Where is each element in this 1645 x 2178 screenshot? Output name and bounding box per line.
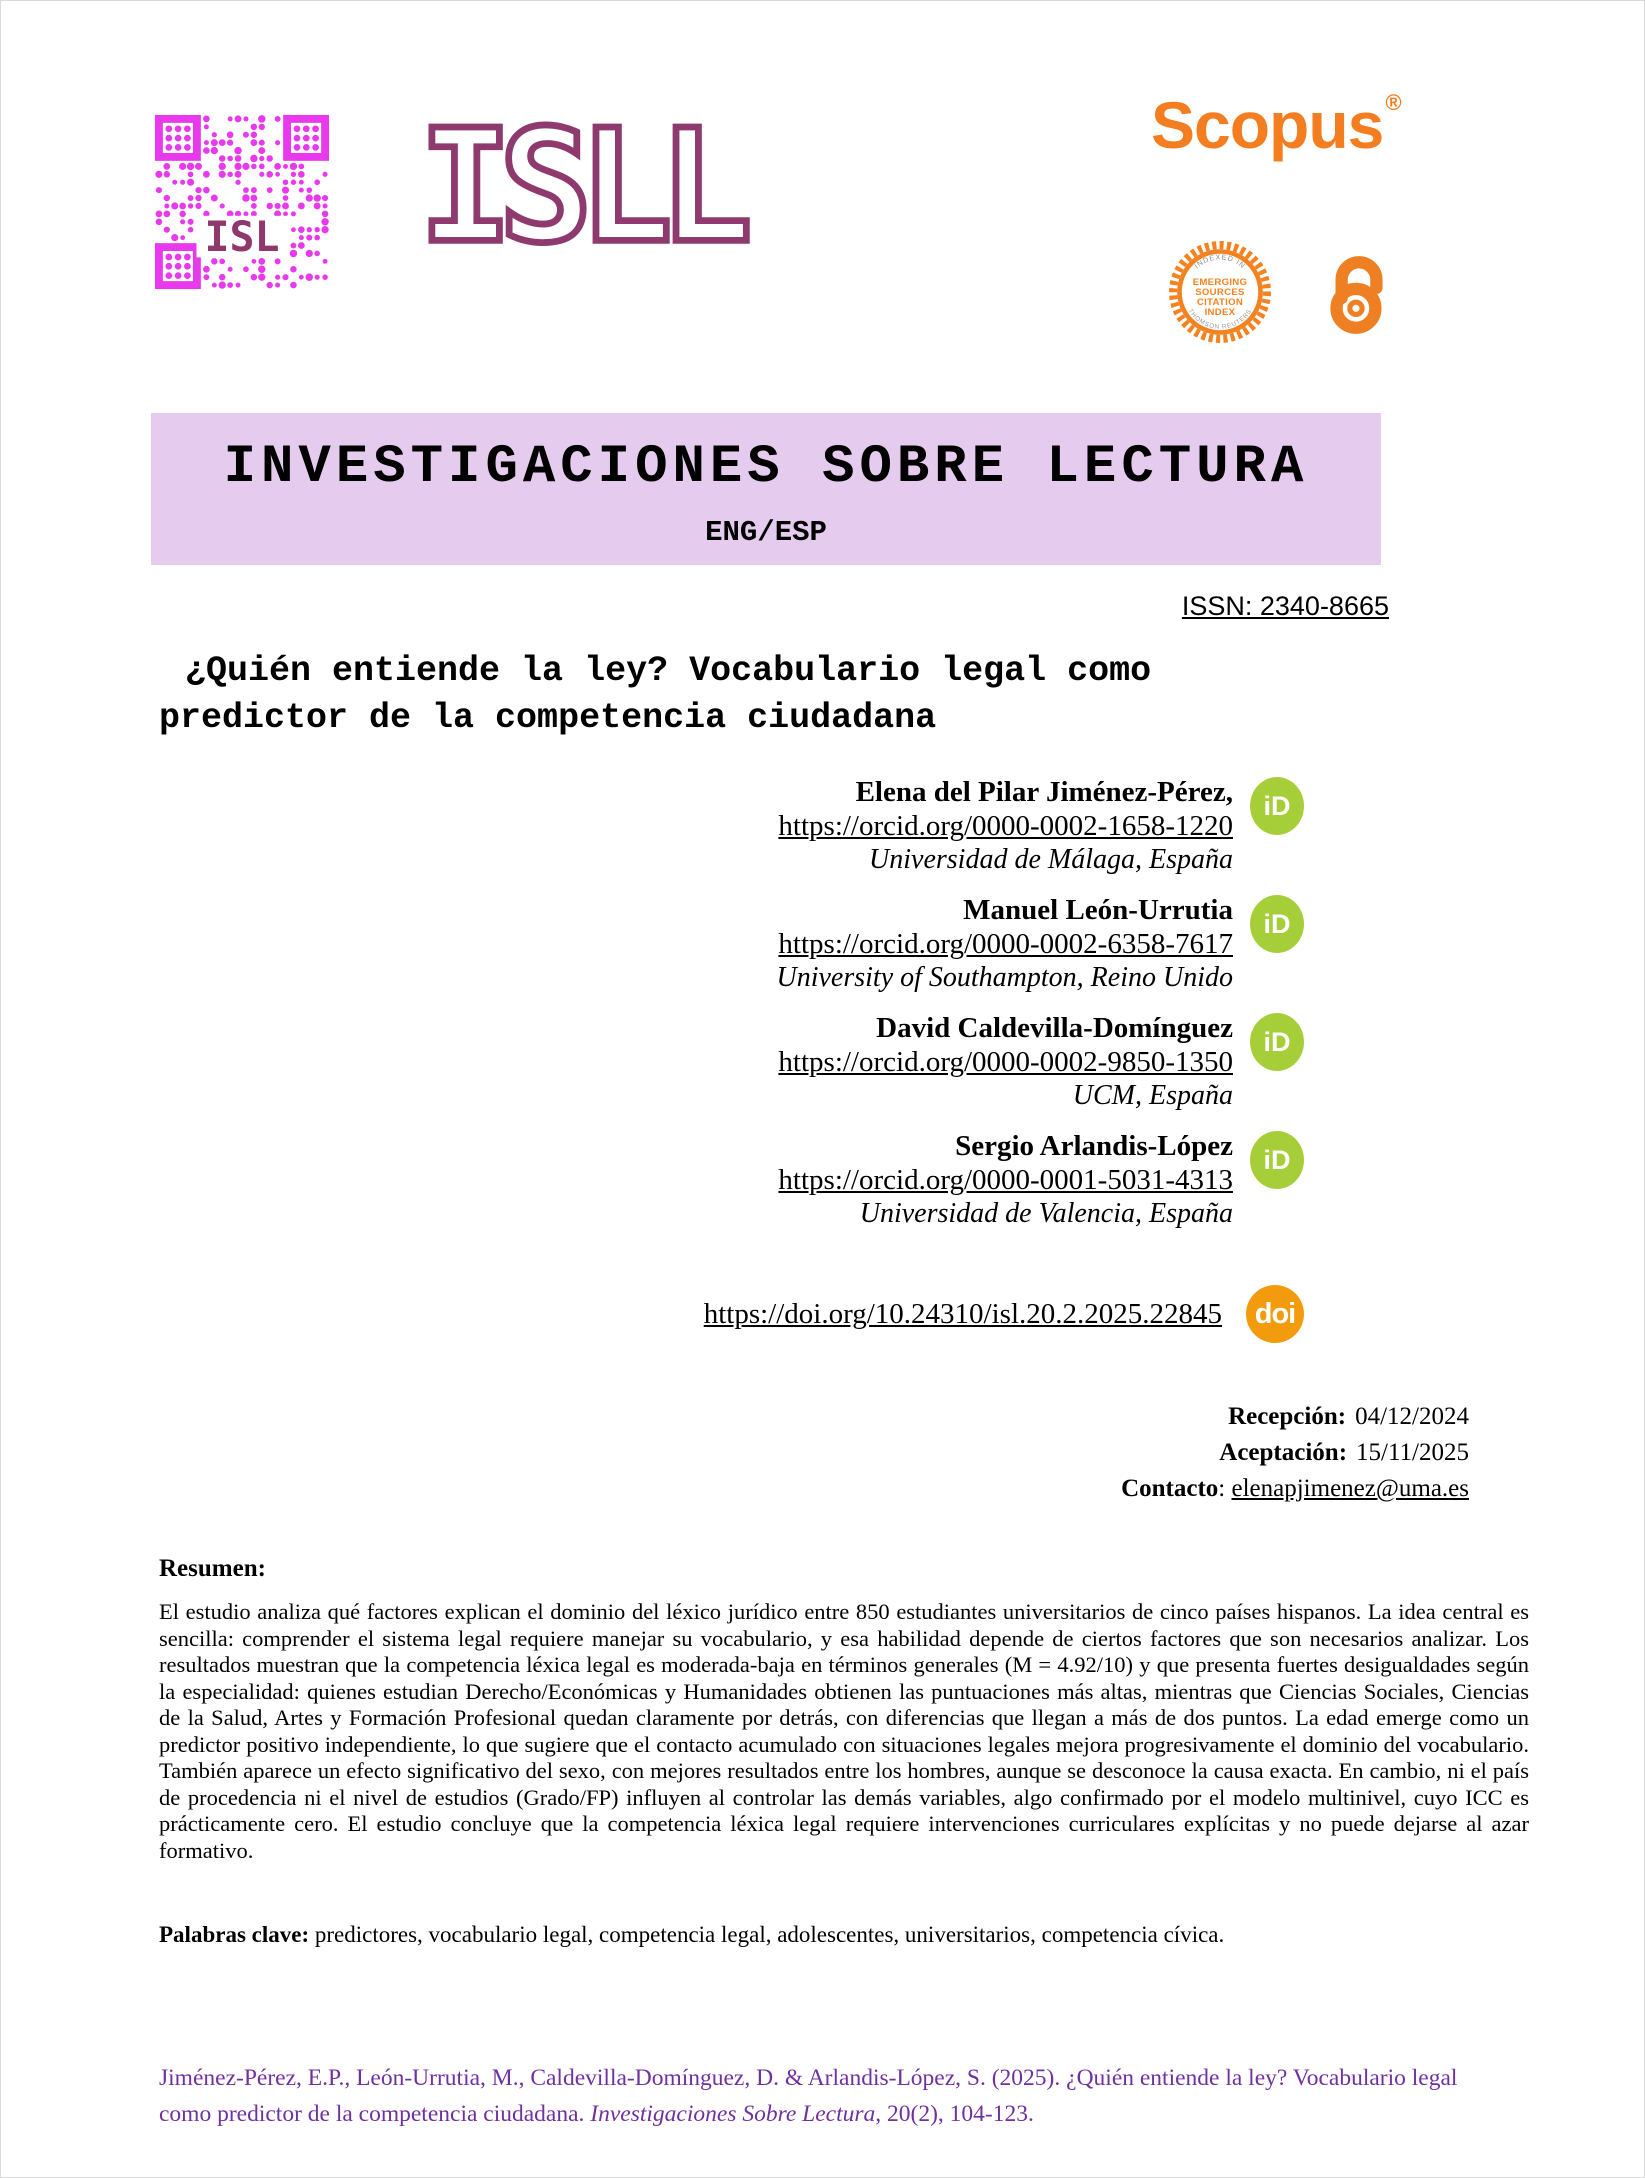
acceptance-date: 15/11/2025	[1356, 1439, 1469, 1466]
orcid-icon-text: iD	[1263, 908, 1291, 939]
reception-label: Recepción:	[1228, 1403, 1347, 1430]
author-orcid-link[interactable]: https://orcid.org/0000-0002-1658-1220	[778, 810, 1233, 842]
author-orcid-link[interactable]: https://orcid.org/0000-0002-6358-7617	[778, 928, 1233, 960]
orcid-icon-text: iD	[1263, 790, 1291, 821]
doi-icon	[1246, 1285, 1304, 1343]
author-name: Sergio Arlandis-López	[955, 1130, 1233, 1162]
citation-journal-name: Investigaciones Sobre Lectura	[590, 2101, 876, 2127]
author-block	[1, 893, 1304, 995]
article-title-line2: predictor de la competencia ciudadana	[159, 698, 937, 738]
badge-line-emerging: EMERGING	[1192, 276, 1248, 288]
abstract-text: El estudio analiza qué factores explican el dominio del léxico jurídico entre 850 estudiantes universitarios de cinco países hispanos. La idea central es sencilla: comprender el sistema legal requiere manejar su vocabulario, y esa habilidad depende de ciertos factores que son necesarios analizar. Los resultados muestran que la competencia léxica legal es moderada-baja en términos generales (M = 4.92/10) y que presenta fuertes desigualdades según la especialidad: quienes estudian Derecho/Económicas y Humanidades obtienen las puntuaciones más altas, mientras que Ciencias Sociales, Ciencias de la Salud, Artes y Formación Profesional quedan claramente por detrás, con diferencias que llegan a más de dos puntos. La edad emerge como un predictor positivo independiente, lo que sugiere que el contacto acumulado con situaciones legales mejora progresivamente el dominio del vocabulario. También aparece un efecto significativo del sexo, con mejores resultados entre los hombres, aunque se desconoce la causa exacta. En cambio, ni el país de procedencia ni el nivel de estudios (Grado/FP) influyen al controlar las demás variables, algo confirmado por el modelo multinivel, cuyo ICC es prácticamente cero. El estudio concluye que la competencia léxica legal requiere intervenciones curriculares explícitas y no puede dejarse al azar formativo.	[159, 1599, 1529, 1863]
authors-list	[1, 775, 1644, 1231]
author-affiliation: UCM, España	[1072, 1080, 1233, 1111]
isll-logo	[413, 96, 763, 278]
author-name: Elena del Pilar Jiménez-Pérez,	[855, 776, 1233, 808]
orcid-icon-text: iD	[1263, 1026, 1291, 1057]
keywords-row	[159, 1922, 1529, 1948]
scopus-registered-mark: ®	[1385, 90, 1401, 115]
abstract-section	[159, 1555, 1529, 1948]
citation-text: Jiménez-Pérez, E.P., León-Urrutia, M., Caldevilla-Domínguez, D. & Arlandis-López, S. (2025). ¿Quién entiende la ley? Vocabulario legal como predictor de la competencia ciudadana.	[159, 2065, 1458, 2127]
author-name: David Caldevilla-Domínguez	[876, 1012, 1233, 1044]
issn-link[interactable]: ISSN: 2340-8665	[1181, 591, 1389, 621]
author-block	[1, 1011, 1304, 1113]
badge-line-index: INDEX	[1204, 306, 1236, 318]
article-title-line1: ¿Quién entiende la ley? Vocabulario legal como	[185, 651, 1152, 691]
badge-line-sources: SOURCES	[1195, 287, 1245, 299]
keywords-text: predictores, vocabulario legal, competencia legal, adolescentes, universitarios, competencia cívica.	[314, 1922, 1225, 1947]
orcid-icon[interactable]	[1250, 1131, 1304, 1189]
badge-indexed-in-text: INDEXED IN	[1192, 253, 1247, 271]
scopus-logo	[1151, 87, 1401, 163]
author-name: Manuel León-Urrutia	[963, 894, 1233, 926]
keywords-label: Palabras clave:	[159, 1922, 310, 1947]
abstract-heading: Resumen:	[159, 1555, 266, 1582]
qr-isl-label: ISL	[204, 212, 280, 262]
author-affiliation: Universidad de Málaga, España	[869, 844, 1233, 875]
reception-date: 04/12/2024	[1355, 1403, 1469, 1430]
contact-row	[1, 1471, 1469, 1507]
journal-language-tag: ENG/ESP	[705, 516, 827, 549]
author-block	[1, 1129, 1304, 1231]
qr-graphic	[151, 111, 333, 293]
author-orcid-link[interactable]: https://orcid.org/0000-0002-9850-1350	[778, 1046, 1233, 1078]
orcid-icon-text: iD	[1263, 1144, 1291, 1175]
doi-icon-text: doi	[1254, 1297, 1296, 1330]
author-affiliation: University of Southampton, Reino Unido	[776, 962, 1233, 993]
badge-thomson-reuters-text: THOMSON REUTERS	[1186, 307, 1254, 331]
orcid-icon[interactable]	[1250, 895, 1304, 953]
author-affiliation: Universidad de Valencia, España	[859, 1198, 1233, 1229]
contact-label: Contacto	[1121, 1475, 1219, 1502]
isll-logo-text: ISLL	[418, 96, 739, 278]
orcid-icon[interactable]	[1250, 777, 1304, 835]
acceptance-label: Aceptación:	[1219, 1439, 1348, 1466]
journal-banner	[151, 413, 1381, 565]
journal-name: INVESTIGACIONES SOBRE LECTURA	[223, 437, 1309, 498]
article-meta	[1, 1399, 1469, 1507]
isl-qr-code-icon	[151, 111, 333, 293]
author-orcid-link[interactable]: https://orcid.org/0000-0001-5031-4313	[778, 1164, 1233, 1196]
article-title	[159, 648, 1644, 742]
footer-citation	[159, 2060, 1494, 2132]
open-access-icon	[1319, 249, 1397, 339]
doi-link[interactable]: https://doi.org/10.24310/isl.20.2.2025.22845	[703, 1297, 1222, 1330]
badge-line-citation: CITATION	[1196, 297, 1244, 309]
author-block	[1, 775, 1304, 877]
orcid-icon[interactable]	[1250, 1013, 1304, 1071]
reception-date-row	[1, 1399, 1469, 1435]
contact-separator: :	[1218, 1475, 1232, 1502]
acceptance-date-row	[1, 1435, 1469, 1471]
citation-pages: , 20(2), 104-123.	[875, 2101, 1034, 2127]
scopus-wordmark: Scopus	[1151, 88, 1384, 162]
masthead	[1, 88, 1644, 413]
contact-email-link[interactable]: elenapjimenez@uma.es	[1231, 1475, 1469, 1502]
doi-row	[1, 1285, 1304, 1343]
esci-index-badge-icon	[1167, 239, 1273, 345]
issn-row	[1, 591, 1644, 622]
